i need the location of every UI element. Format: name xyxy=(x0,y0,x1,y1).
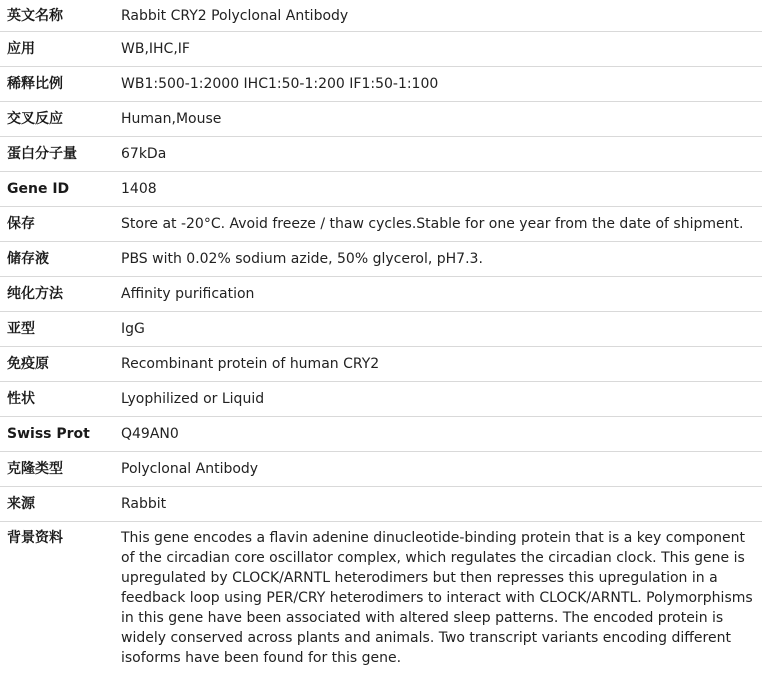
spec-row-gene-id xyxy=(0,172,762,207)
spec-row-swiss-prot xyxy=(0,417,762,452)
spec-label: 免疫原 xyxy=(0,347,121,382)
spec-label: 克隆类型 xyxy=(0,452,121,487)
spec-row-buffer xyxy=(0,242,762,277)
spec-row-purification xyxy=(0,277,762,312)
spec-label: 交叉反应 xyxy=(0,102,121,137)
spec-label: 英文名称 xyxy=(0,0,121,32)
spec-row-dilution xyxy=(0,67,762,102)
spec-label: 来源 xyxy=(0,487,121,522)
spec-value: Lyophilized or Liquid xyxy=(121,382,762,417)
spec-label: 纯化方法 xyxy=(0,277,121,312)
spec-value: Recombinant protein of human CRY2 xyxy=(121,347,762,382)
spec-label: 应用 xyxy=(0,32,121,67)
spec-row-application xyxy=(0,32,762,67)
spec-value: Human,Mouse xyxy=(121,102,762,137)
spec-value: Rabbit CRY2 Polyclonal Antibody xyxy=(121,0,762,32)
spec-row-immunogen xyxy=(0,347,762,382)
spec-value: Q49AN0 xyxy=(121,417,762,452)
spec-value: PBS with 0.02% sodium azide, 50% glycerol, pH7.3. xyxy=(121,242,762,277)
spec-label: 亚型 xyxy=(0,312,121,347)
spec-row-background xyxy=(0,522,762,669)
spec-row-english-name xyxy=(0,0,762,32)
spec-label: 蛋白分子量 xyxy=(0,137,121,172)
spec-row-storage xyxy=(0,207,762,242)
spec-row-molecular-weight xyxy=(0,137,762,172)
spec-value: Store at -20°C. Avoid freeze / thaw cycles.Stable for one year from the date of shipment. xyxy=(121,207,762,242)
spec-value: Polyclonal Antibody xyxy=(121,452,762,487)
spec-value: WB,IHC,IF xyxy=(121,32,762,67)
spec-row-reactivity xyxy=(0,102,762,137)
spec-value: 1408 xyxy=(121,172,762,207)
spec-row-clonality xyxy=(0,452,762,487)
spec-label: 保存 xyxy=(0,207,121,242)
spec-label: 稀释比例 xyxy=(0,67,121,102)
spec-label: 背景资料 xyxy=(7,530,63,546)
spec-value: 67kDa xyxy=(121,137,762,172)
spec-row-host xyxy=(0,487,762,522)
spec-value: Affinity purification xyxy=(121,277,762,312)
spec-label: Gene ID xyxy=(0,172,121,207)
spec-value: IgG xyxy=(121,312,762,347)
spec-row-isotype xyxy=(0,312,762,347)
spec-value: Rabbit xyxy=(121,487,762,522)
spec-label: Swiss Prot xyxy=(0,417,121,452)
spec-label: 储存液 xyxy=(0,242,121,277)
spec-label: 性状 xyxy=(0,382,121,417)
spec-row-form xyxy=(0,382,762,417)
spec-value-background: This gene encodes a flavin adenine dinucleotide-binding protein that is a key component of the circadian core oscillator complex, which regulates the circadian clock. This gene is upregulated by CLOCK/ARNTL heterodimers but then represses this upregulation in a feedback loop using PER/CRY heterodimers to interact with CLOCK/ARNTL. Polymorphisms in this gene have been associated with altered sleep patterns. The encoded protein is widely conserved across plants and animals. Two transcript variants encoding different isoforms have been found for this gene. xyxy=(121,530,753,666)
spec-value: WB1:500-1:2000 IHC1:50-1:200 IF1:50-1:100 xyxy=(121,67,762,102)
